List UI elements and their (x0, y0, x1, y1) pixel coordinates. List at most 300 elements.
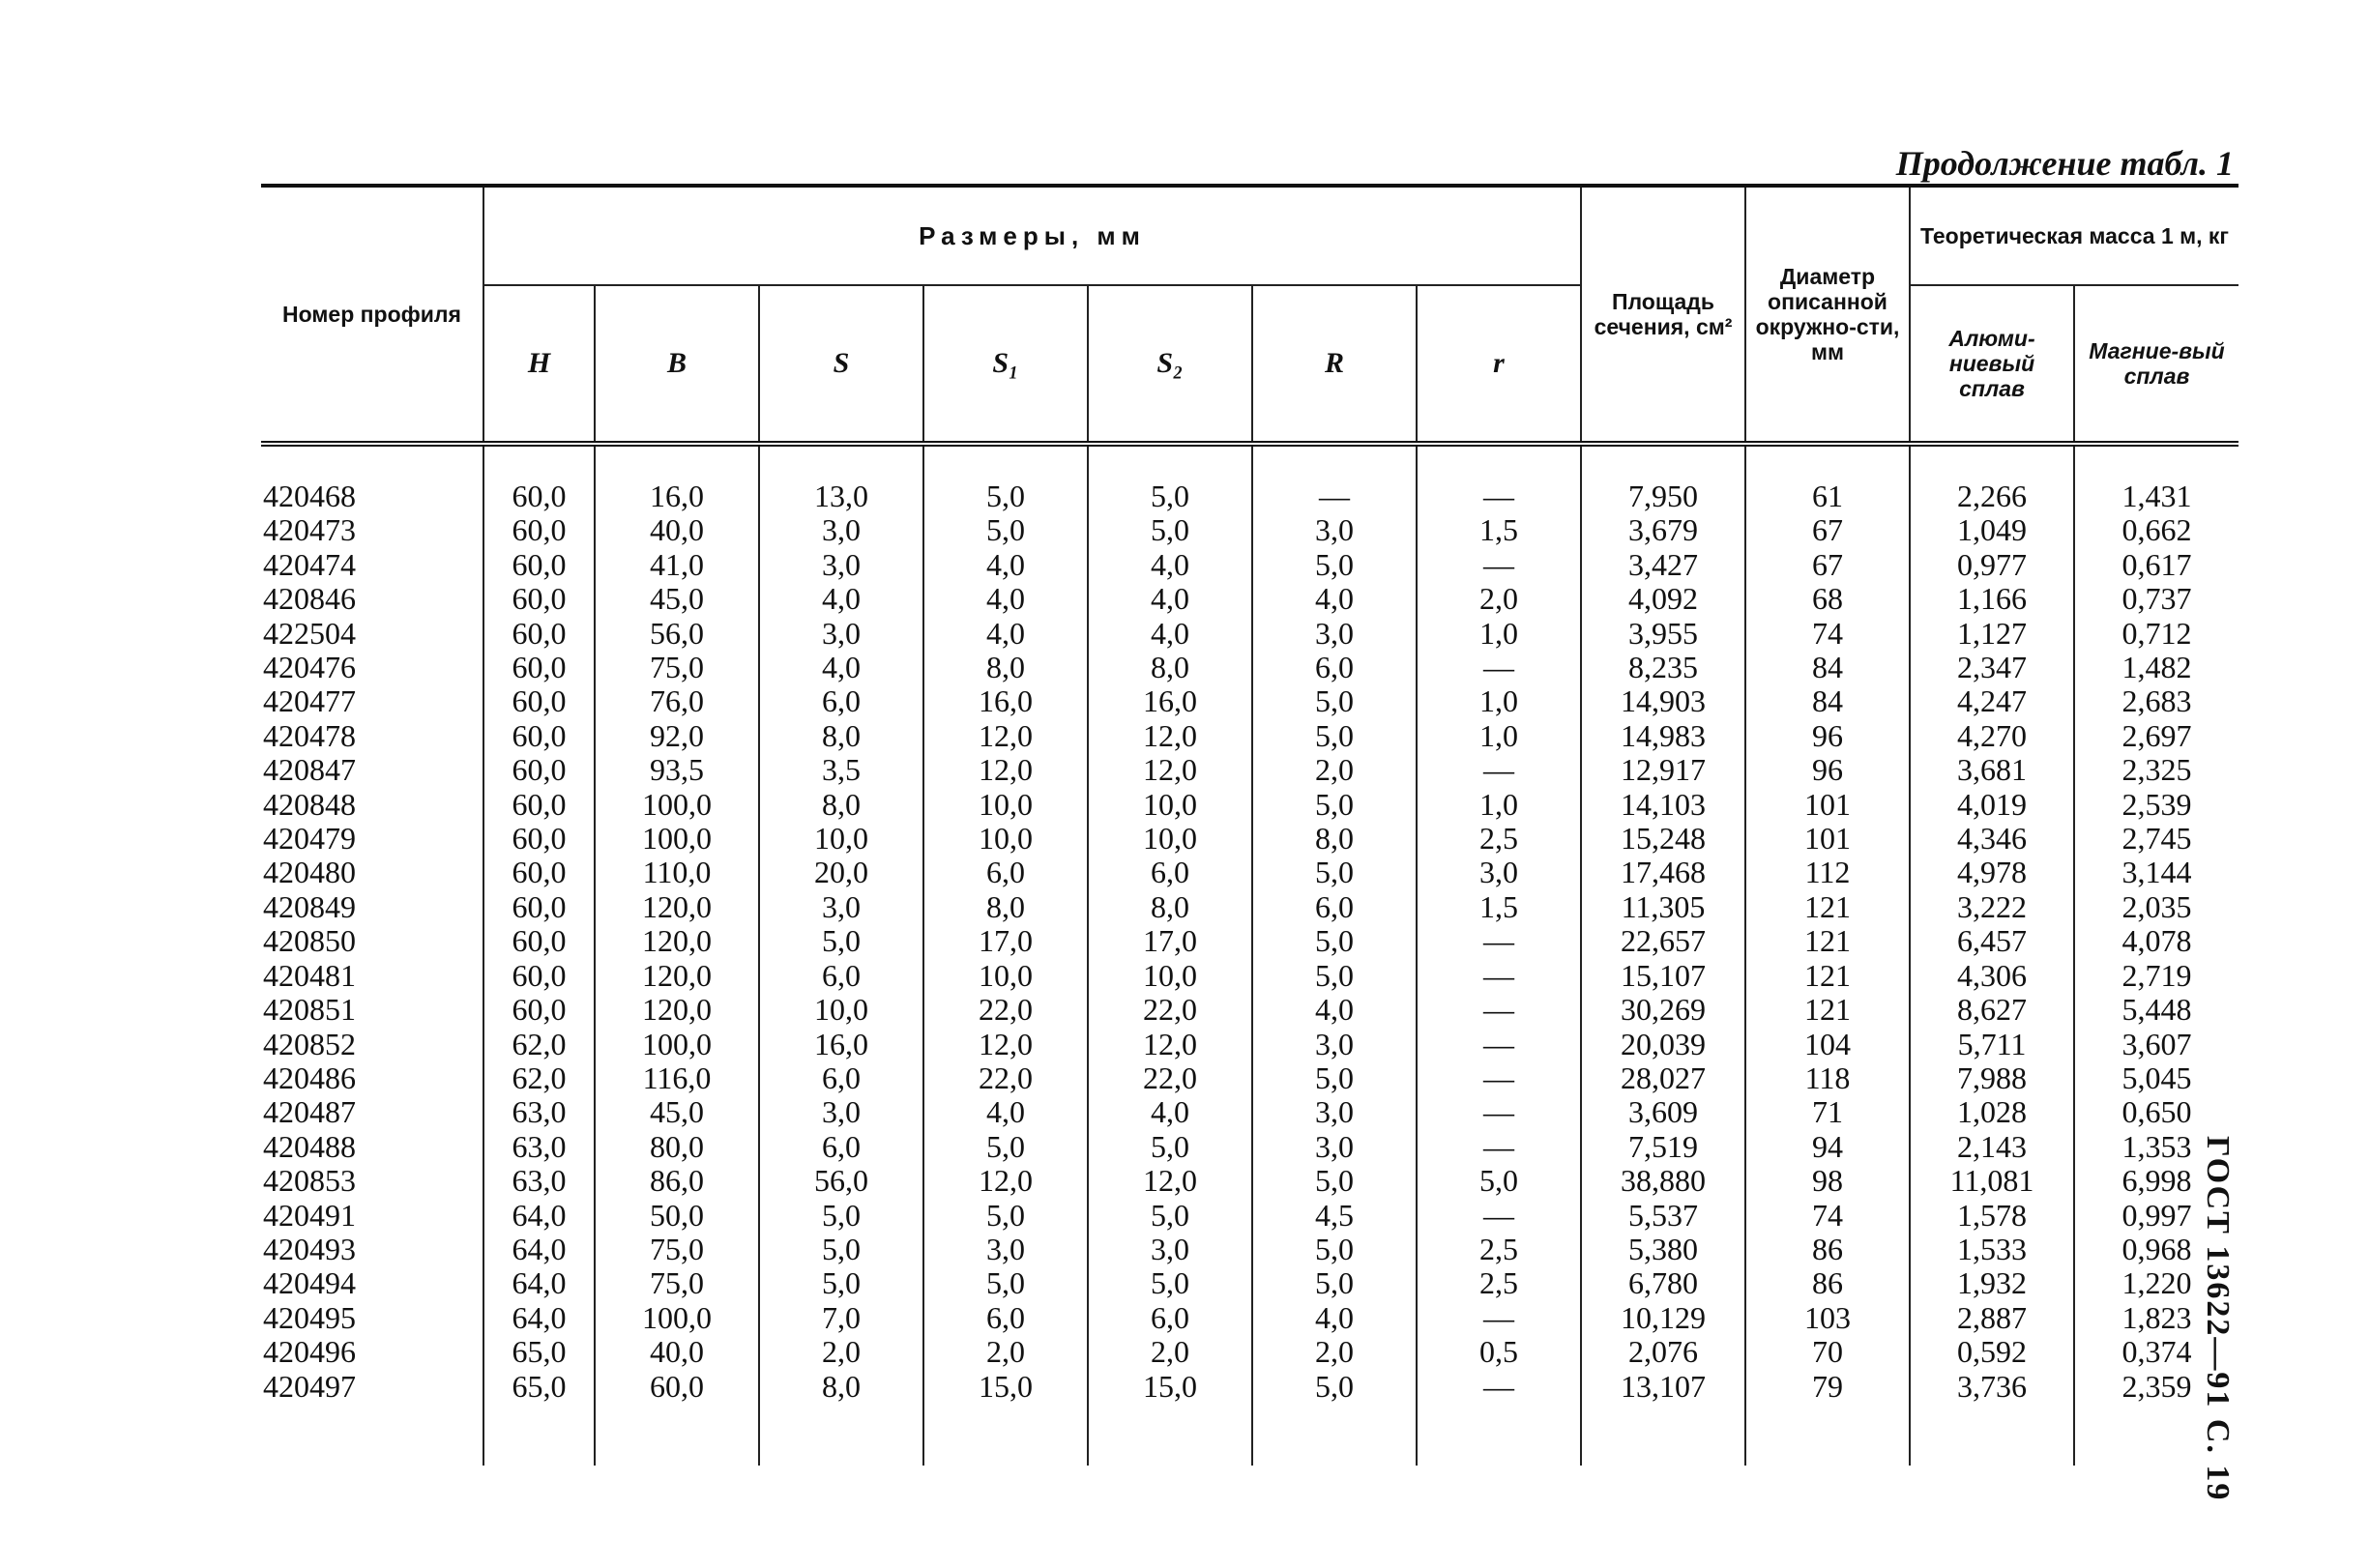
table-cell: 6,0 (759, 684, 923, 718)
table-cell: 3,0 (1252, 513, 1417, 547)
table-cell: 5,0 (759, 1233, 923, 1266)
table-cell: 10,0 (759, 822, 923, 856)
table-cell: 2,539 (2074, 788, 2238, 822)
table-cell: 64,0 (483, 1233, 595, 1266)
profile-number-cell: 420477 (263, 683, 356, 719)
table-cell: 1,353 (2074, 1130, 2238, 1164)
table-cell: 5,045 (2074, 1061, 2238, 1095)
table-cell: 45,0 (595, 582, 759, 616)
table-cell: 3,0 (1088, 1233, 1252, 1266)
table-cell: 3,0 (1252, 1130, 1417, 1164)
table-cell: 6,0 (759, 1130, 923, 1164)
table-cell: 0,592 (1910, 1335, 2074, 1369)
table-cell: 63,0 (483, 1130, 595, 1164)
table-cell: 2,5 (1417, 1266, 1581, 1300)
table-cell: 0,712 (2074, 617, 2238, 651)
table-body (261, 444, 2238, 1466)
table-cell: 110,0 (595, 856, 759, 889)
table-cell: 103 (1745, 1301, 1910, 1335)
profile-number-cell: 420480 (263, 855, 356, 890)
table-cell: 40,0 (595, 1335, 759, 1369)
profile-number-cell: 420491 (263, 1197, 356, 1233)
table-cell: — (1417, 548, 1581, 582)
table-cell: 3,0 (923, 1233, 1088, 1266)
profile-number-cell: 420478 (263, 717, 356, 753)
table-cell: — (1417, 924, 1581, 958)
table-cell: 3,0 (759, 513, 923, 547)
table-cell: 3,679 (1581, 513, 1745, 547)
table-cell: 3,681 (1910, 753, 2074, 787)
table-cell: — (1417, 1061, 1581, 1095)
table-cell: 4,019 (1910, 788, 2074, 822)
table-cell: 8,0 (1088, 651, 1252, 684)
table-cell: 60,0 (483, 444, 595, 513)
table-cell: 101 (1745, 822, 1910, 856)
table-cell: 5,0 (1417, 1164, 1581, 1198)
table-cell: 60,0 (483, 719, 595, 753)
table-cell: 86 (1745, 1233, 1910, 1266)
table-cell: 2,325 (2074, 753, 2238, 787)
table-cell: — (1417, 1028, 1581, 1061)
profile-number-cell: 420481 (263, 957, 356, 993)
table-cell: 5,0 (923, 1130, 1088, 1164)
table-cell: 5,0 (1252, 788, 1417, 822)
table-cell: 20,039 (1581, 1028, 1745, 1061)
table-row (261, 1199, 2238, 1233)
table-row (261, 890, 2238, 924)
header-r-upper: R (1252, 285, 1417, 444)
table-cell: 2,745 (2074, 822, 2238, 856)
table-cell: 96 (1745, 753, 1910, 787)
table-cell: 12,0 (923, 1164, 1088, 1198)
table-cell: 2,0 (1088, 1335, 1252, 1369)
table-cell: 5,0 (1252, 548, 1417, 582)
table-cell: 3,0 (1417, 856, 1581, 889)
table-cell: 1,823 (2074, 1301, 2238, 1335)
table-cell: 1,0 (1417, 788, 1581, 822)
table-cell: 16,0 (595, 444, 759, 513)
table-cell: 22,0 (1088, 1061, 1252, 1095)
table-cell: 10,0 (923, 822, 1088, 856)
table-cell: 65,0 (483, 1370, 595, 1466)
table-cell: 40,0 (595, 513, 759, 547)
table-cell: 1,220 (2074, 1266, 2238, 1300)
header-b: B (595, 285, 759, 444)
table-cell: 14,903 (1581, 684, 1745, 718)
table-cell: — (1417, 1199, 1581, 1233)
profile-number-cell: 420468 (263, 479, 356, 513)
profile-number-cell: 420488 (263, 1128, 356, 1164)
table-cell: 5,0 (1252, 1266, 1417, 1300)
header-s: S (759, 285, 923, 444)
table-cell: 4,0 (923, 1095, 1088, 1129)
table-cell: 6,0 (923, 856, 1088, 889)
table-continuation-caption: Продолжение табл. 1 (1895, 144, 2234, 183)
table-cell: 0,374 (2074, 1335, 2238, 1369)
table-cell: 11,305 (1581, 890, 1745, 924)
table-row (261, 993, 2238, 1027)
profile-number-cell: 420493 (263, 1231, 356, 1266)
table-cell: 4,0 (1252, 582, 1417, 616)
table-cell: 7,988 (1910, 1061, 2074, 1095)
table-cell: 15,0 (1088, 1370, 1252, 1466)
table-cell: 5,0 (923, 1199, 1088, 1233)
table-cell: 100,0 (595, 1028, 759, 1061)
table-row (261, 582, 2238, 616)
table-cell: — (1252, 444, 1417, 513)
table-cell: 0,737 (2074, 582, 2238, 616)
table-cell: 4,247 (1910, 684, 2074, 718)
profiles-table (261, 184, 2238, 1466)
table-cell: 4,092 (1581, 582, 1745, 616)
table-cell: 100,0 (595, 788, 759, 822)
table-cell: 98 (1745, 1164, 1910, 1198)
table-cell: 2,0 (1417, 582, 1581, 616)
table-cell: 4,0 (1088, 617, 1252, 651)
table-cell: 3,0 (1252, 1095, 1417, 1129)
table-cell: 1,0 (1417, 719, 1581, 753)
header-profile-number: Номер профиля (261, 186, 483, 444)
table-cell: 3,0 (759, 1095, 923, 1129)
table-cell: 92,0 (595, 719, 759, 753)
table-cell: 121 (1745, 959, 1910, 993)
table-cell: 2,035 (2074, 890, 2238, 924)
table-cell: 56,0 (759, 1164, 923, 1198)
table-cell: 8,0 (759, 719, 923, 753)
table-cell: 86 (1745, 1266, 1910, 1300)
table-cell: 62,0 (483, 1028, 595, 1061)
header-dimensions-group: Размеры, мм (483, 186, 1581, 285)
table-cell: 3,0 (759, 548, 923, 582)
table-cell: 8,0 (1252, 822, 1417, 856)
table-cell: 6,0 (1088, 856, 1252, 889)
table-cell: 60,0 (483, 582, 595, 616)
table-cell: 3,955 (1581, 617, 1745, 651)
table-cell: 1,482 (2074, 651, 2238, 684)
table-cell: 12,0 (923, 719, 1088, 753)
header-s1: S₁ (923, 285, 1088, 444)
table-cell: 1,166 (1910, 582, 2074, 616)
table-cell: 60,0 (483, 684, 595, 718)
table-cell: 5,0 (759, 1199, 923, 1233)
table-cell: 60,0 (483, 959, 595, 993)
header-aluminum: Алюми-ниевый сплав (1910, 285, 2074, 444)
table-cell: 0,968 (2074, 1233, 2238, 1266)
table-cell: 5,0 (923, 1266, 1088, 1300)
table-cell: 64,0 (483, 1301, 595, 1335)
table-cell: 8,235 (1581, 651, 1745, 684)
table-cell: 100,0 (595, 1301, 759, 1335)
table-cell: 75,0 (595, 1266, 759, 1300)
table-cell: 6,0 (1252, 651, 1417, 684)
table-cell: 10,0 (923, 959, 1088, 993)
table-cell: 60,0 (483, 651, 595, 684)
table-cell: 0,977 (1910, 548, 2074, 582)
table-cell: 22,0 (923, 1061, 1088, 1095)
table-cell: 5,0 (1088, 1266, 1252, 1300)
table-cell: 2,697 (2074, 719, 2238, 753)
header-magnesium: Магние-вый сплав (2074, 285, 2238, 444)
table-cell: 22,657 (1581, 924, 1745, 958)
table-cell: 1,049 (1910, 513, 2074, 547)
table-cell: 4,078 (2074, 924, 2238, 958)
table-cell: 60,0 (483, 924, 595, 958)
table-cell: 10,0 (1088, 822, 1252, 856)
table-cell: 84 (1745, 651, 1910, 684)
table-cell: 4,0 (1252, 1301, 1417, 1335)
table-row (261, 513, 2238, 547)
table-cell: 60,0 (483, 788, 595, 822)
header-area: Площадь сечения, см² (1581, 186, 1745, 444)
table-cell: 16,0 (923, 684, 1088, 718)
table-cell: — (1417, 1301, 1581, 1335)
table-cell: 16,0 (1088, 684, 1252, 718)
table-cell: 41,0 (595, 548, 759, 582)
table-row (261, 1370, 2238, 1466)
table-cell: 12,0 (1088, 1028, 1252, 1061)
profile-number-cell: 420495 (263, 1299, 356, 1335)
table-cell: — (1417, 1095, 1581, 1129)
table-cell: 75,0 (595, 651, 759, 684)
table-cell: 6,0 (759, 1061, 923, 1095)
table-cell: 3,222 (1910, 890, 2074, 924)
table-cell: 5,0 (759, 1266, 923, 1300)
table-cell: 10,0 (1088, 959, 1252, 993)
table-cell: 11,081 (1910, 1164, 2074, 1198)
table-cell: 0,5 (1417, 1335, 1581, 1369)
table-cell: 5,448 (2074, 993, 2238, 1027)
table-cell: 64,0 (483, 1199, 595, 1233)
table-cell: 2,887 (1910, 1301, 2074, 1335)
table-cell: 5,0 (1088, 1199, 1252, 1233)
profile-number-cell: 420850 (263, 923, 356, 959)
table-cell: 15,248 (1581, 822, 1745, 856)
table-cell: 60,0 (483, 548, 595, 582)
table-cell: — (1417, 1130, 1581, 1164)
table-cell: 120,0 (595, 924, 759, 958)
table-cell: 3,0 (759, 890, 923, 924)
table-cell: 64,0 (483, 1266, 595, 1300)
table-row (261, 1061, 2238, 1095)
table-cell: 118 (1745, 1061, 1910, 1095)
table-cell: 2,719 (2074, 959, 2238, 993)
table-cell: 0,617 (2074, 548, 2238, 582)
table-row (261, 548, 2238, 582)
table-cell: 3,607 (2074, 1028, 2238, 1061)
table-cell: 2,0 (1252, 753, 1417, 787)
table-row (261, 617, 2238, 651)
table-cell: 56,0 (595, 617, 759, 651)
table-cell: 96 (1745, 719, 1910, 753)
table-cell: 2,0 (759, 1335, 923, 1369)
table-row (261, 1095, 2238, 1129)
table-cell: 6,998 (2074, 1164, 2238, 1198)
table-cell: 22,0 (1088, 993, 1252, 1027)
table-cell: 60,0 (595, 1370, 759, 1466)
table-row (261, 856, 2238, 889)
table-cell: 2,076 (1581, 1335, 1745, 1369)
table-cell: 4,0 (759, 651, 923, 684)
table-cell: 5,380 (1581, 1233, 1745, 1266)
table-cell: 4,0 (923, 582, 1088, 616)
table-cell: 75,0 (595, 1233, 759, 1266)
table-cell: 4,0 (923, 548, 1088, 582)
table-cell: 4,306 (1910, 959, 2074, 993)
table-cell: 1,0 (1417, 684, 1581, 718)
table-cell: 12,0 (923, 1028, 1088, 1061)
table-cell: 86,0 (595, 1164, 759, 1198)
table-cell: 71 (1745, 1095, 1910, 1129)
table-cell: 8,0 (923, 890, 1088, 924)
table-cell: 6,0 (1252, 890, 1417, 924)
table-cell: 45,0 (595, 1095, 759, 1129)
table-cell: — (1417, 959, 1581, 993)
table-cell: 7,0 (759, 1301, 923, 1335)
table-cell: 2,683 (2074, 684, 2238, 718)
standard-page-label: ГОСТ 13622—91 С. 19 (2200, 1136, 2236, 1502)
table-cell: 20,0 (759, 856, 923, 889)
table-cell: 0,997 (2074, 1199, 2238, 1233)
profile-number-cell: 420849 (263, 888, 356, 924)
table-cell: 60,0 (483, 856, 595, 889)
table-cell: 80,0 (595, 1130, 759, 1164)
table-cell: 12,0 (923, 753, 1088, 787)
table-cell: 5,0 (1252, 1061, 1417, 1095)
table-row (261, 1028, 2238, 1061)
header-diameter: Диаметр описанной окружно-сти, мм (1745, 186, 1910, 444)
table-cell: 121 (1745, 924, 1910, 958)
table-cell: 3,609 (1581, 1095, 1745, 1129)
table-cell: 12,0 (1088, 753, 1252, 787)
table-cell: 14,103 (1581, 788, 1745, 822)
table-cell: 4,0 (1252, 993, 1417, 1027)
profile-number-cell: 420486 (263, 1060, 356, 1095)
header-s2: S₂ (1088, 285, 1252, 444)
table-cell: 8,0 (1088, 890, 1252, 924)
table-cell: 94 (1745, 1130, 1910, 1164)
table-cell: 5,0 (1252, 684, 1417, 718)
profile-number-cell: 420476 (263, 650, 356, 685)
table-cell: 6,780 (1581, 1266, 1745, 1300)
table-cell: 10,0 (759, 993, 923, 1027)
table-cell: 6,0 (1088, 1301, 1252, 1335)
table-cell: 1,932 (1910, 1266, 2074, 1300)
table-cell: — (1417, 444, 1581, 513)
profile-number-cell: 420479 (263, 821, 356, 857)
table-cell: 8,627 (1910, 993, 2074, 1027)
header-r-lower: r (1417, 285, 1581, 444)
table-cell: 5,0 (1088, 513, 1252, 547)
table-cell: — (1417, 753, 1581, 787)
profile-number-cell: 420848 (263, 786, 356, 822)
table-row (261, 822, 2238, 856)
profile-number-cell: 420846 (263, 581, 356, 617)
table-cell: 100,0 (595, 822, 759, 856)
table-cell: 5,0 (1252, 924, 1417, 958)
table-cell: 3,0 (1252, 1028, 1417, 1061)
table-cell: 5,0 (1252, 1164, 1417, 1198)
table-cell: 0,662 (2074, 513, 2238, 547)
table-cell: 62,0 (483, 1061, 595, 1095)
table-cell: 2,0 (1252, 1335, 1417, 1369)
profile-number-cell: 420853 (263, 1163, 356, 1199)
table-cell: 1,578 (1910, 1199, 2074, 1233)
table-cell: 30,269 (1581, 993, 1745, 1027)
table-cell: 4,978 (1910, 856, 2074, 889)
table-cell: 2,143 (1910, 1130, 2074, 1164)
table-cell: 1,5 (1417, 513, 1581, 547)
table-row (261, 959, 2238, 993)
table-row (261, 1335, 2238, 1369)
table-cell: 116,0 (595, 1061, 759, 1095)
table-cell: 104 (1745, 1028, 1910, 1061)
table-cell: 6,457 (1910, 924, 2074, 958)
table-cell: 3,0 (759, 617, 923, 651)
table-cell: — (1417, 993, 1581, 1027)
table-cell: 76,0 (595, 684, 759, 718)
table-row (261, 924, 2238, 958)
table-cell: 3,5 (759, 753, 923, 787)
table-cell: 28,027 (1581, 1061, 1745, 1095)
table-cell: 10,0 (923, 788, 1088, 822)
table-cell: 65,0 (483, 1335, 595, 1369)
table-cell: 14,983 (1581, 719, 1745, 753)
table-cell: 2,347 (1910, 651, 2074, 684)
table-cell: 17,0 (1088, 924, 1252, 958)
table-cell: 17,0 (923, 924, 1088, 958)
table-cell: 1,028 (1910, 1095, 2074, 1129)
table-row (261, 753, 2238, 787)
table-cell: 67 (1745, 513, 1910, 547)
table-cell: 1,0 (1417, 617, 1581, 651)
table-cell: 10,129 (1581, 1301, 1745, 1335)
table-cell: — (1417, 1370, 1581, 1466)
table-cell: 1,431 (2074, 444, 2238, 513)
table-cell: 70 (1745, 1335, 1910, 1369)
table-cell: 84 (1745, 684, 1910, 718)
profile-number-cell: 422504 (263, 615, 356, 651)
table-cell: 120,0 (595, 890, 759, 924)
table-cell: 5,0 (1252, 959, 1417, 993)
table-cell: 112 (1745, 856, 1910, 889)
profile-number-cell: 420474 (263, 546, 356, 582)
table-cell: 5,0 (1252, 1370, 1417, 1466)
table-row (261, 684, 2238, 718)
table-cell: 50,0 (595, 1199, 759, 1233)
table-cell: 60,0 (483, 513, 595, 547)
table-cell: 38,880 (1581, 1164, 1745, 1198)
profile-number-cell: 420851 (263, 992, 356, 1028)
table-cell: 13,0 (759, 444, 923, 513)
table-cell: 5,0 (1252, 856, 1417, 889)
table-cell: 60,0 (483, 993, 595, 1027)
table-cell: 4,0 (759, 582, 923, 616)
table-cell: 22,0 (923, 993, 1088, 1027)
table-cell: 15,107 (1581, 959, 1745, 993)
table-cell: 5,0 (1088, 444, 1252, 513)
table-cell: 121 (1745, 890, 1910, 924)
table-cell: 8,0 (759, 788, 923, 822)
table-row (261, 651, 2238, 684)
table-cell: 1,5 (1417, 890, 1581, 924)
profile-number-cell: 420473 (263, 512, 356, 548)
table-cell: 4,270 (1910, 719, 2074, 753)
table-cell: 6,0 (759, 959, 923, 993)
table-cell: 17,468 (1581, 856, 1745, 889)
table-cell: 120,0 (595, 993, 759, 1027)
table-cell: 68 (1745, 582, 1910, 616)
table-cell: 5,0 (759, 924, 923, 958)
